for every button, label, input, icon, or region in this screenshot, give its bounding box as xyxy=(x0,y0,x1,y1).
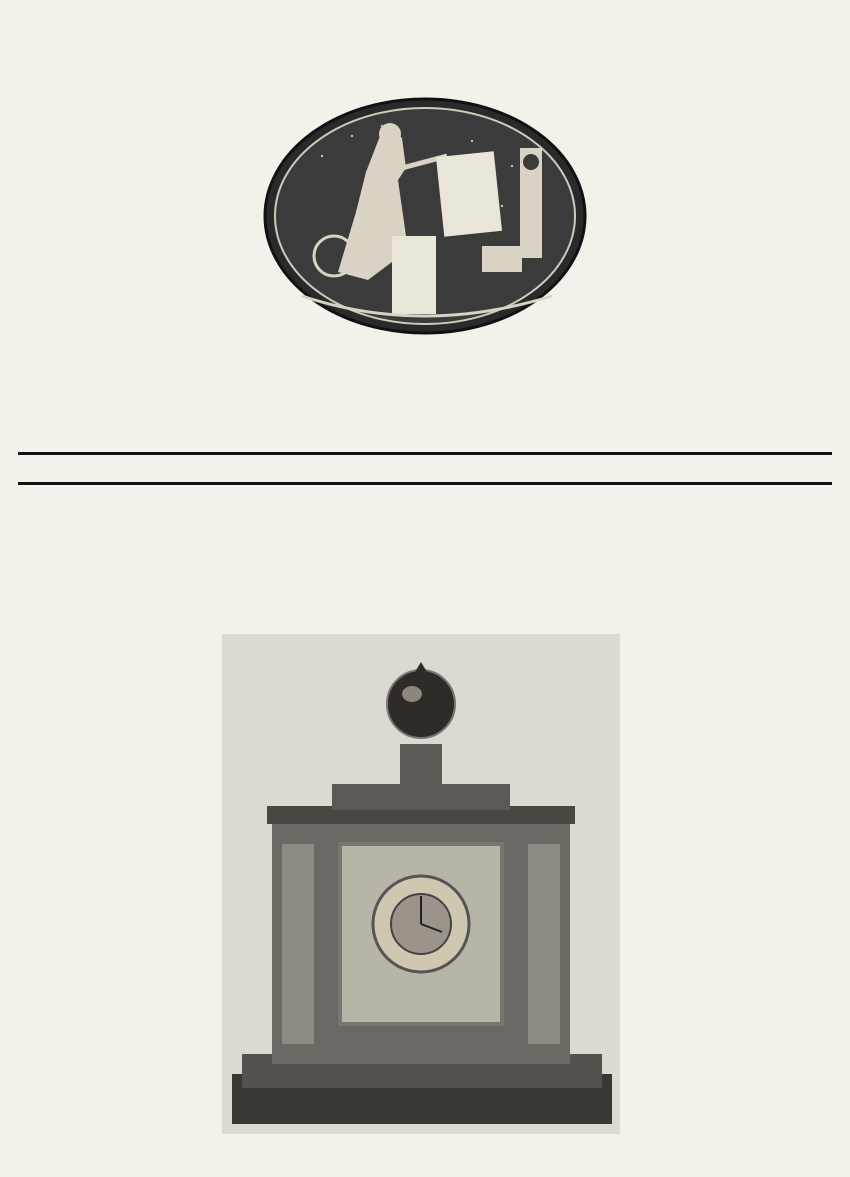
masthead-emblem xyxy=(262,96,588,336)
article-column-1-top xyxy=(18,556,412,559)
clock-photo xyxy=(222,634,620,1134)
divider xyxy=(18,482,832,485)
divider xyxy=(18,452,832,455)
issue-bar xyxy=(18,457,832,479)
